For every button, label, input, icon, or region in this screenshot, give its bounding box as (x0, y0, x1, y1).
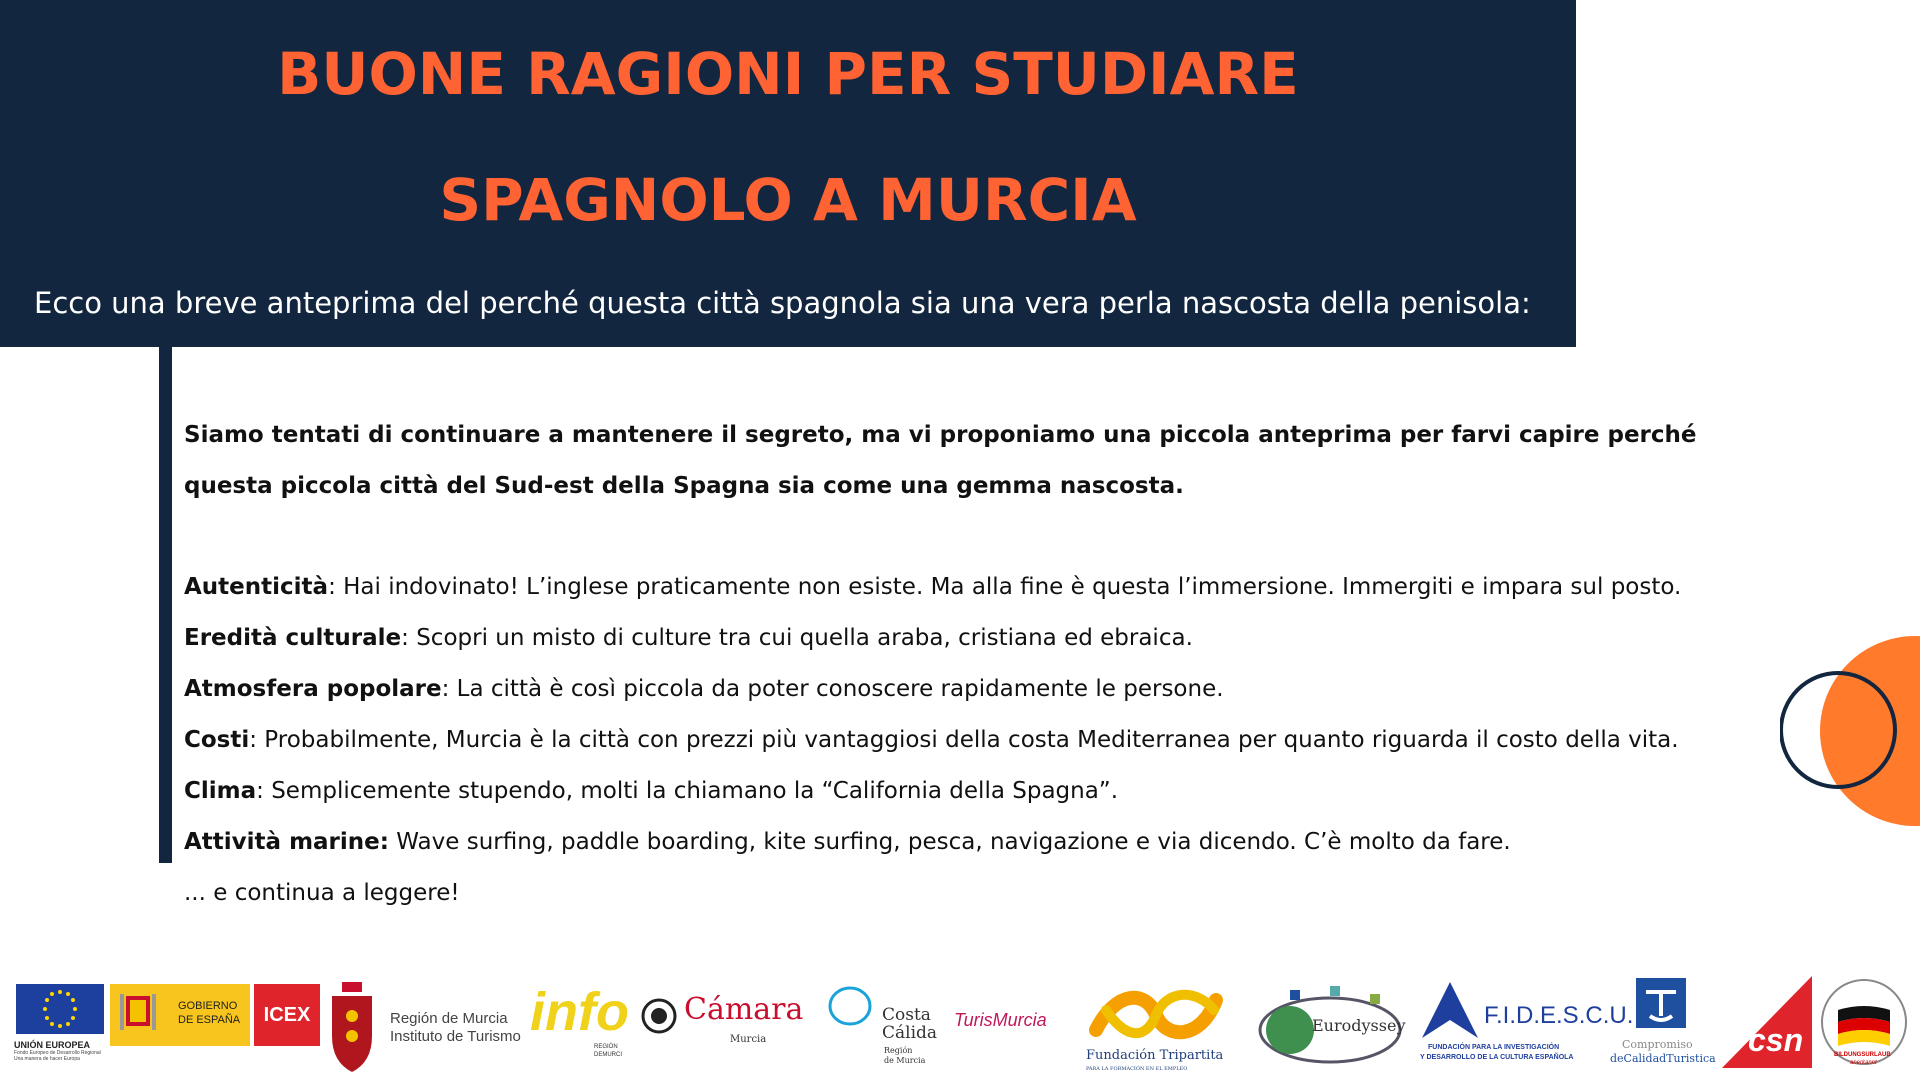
intro-paragraph: Siamo tentati di continuare a mantenere il segreto, ma vi proponiamo una piccola anteprima per farvi capire perché questa piccola città del Sud-est della Spagna sia come una gemma nascosta. (184, 422, 1697, 499)
list-item-atmosfera (184, 664, 1764, 715)
coat-of-arms-icon (118, 990, 158, 1040)
item-label: Attività marine: (184, 829, 389, 855)
item-label: Eredità culturale (184, 625, 402, 651)
icex-logo: ICEX (254, 972, 320, 1080)
subtitle: Ecco una breve anteprima del perché questa città spagnola sia una vera perla nascosta della penisola: (34, 286, 1531, 320)
sun-icon (826, 986, 874, 1026)
read-more-text: ... e continua a leggere! (184, 880, 460, 906)
tripartita-infinity-icon (1086, 980, 1226, 1046)
item-text: : Hai indovinato! L’inglese praticamente non esiste. Ma alla fine è questa l’immersione. Immergiti e impara sul posto. (328, 574, 1682, 600)
murcia-shield-icon (328, 976, 376, 1076)
gobierno-logo: GOBIERNO DE ESPAÑA (110, 972, 250, 1080)
csn-logo: csn (1722, 972, 1814, 1080)
camara-emblem-icon (640, 996, 678, 1036)
info-logo: info REGIÓN DEMURCI (530, 982, 629, 1058)
eu-flag-icon (14, 972, 106, 1034)
fidescu-star-icon (1420, 980, 1480, 1040)
calidad-emblem-icon (1636, 978, 1686, 1028)
list-item-attivita (184, 817, 1764, 868)
page-title-line2: SPAGNOLO A MURCIA (439, 166, 1137, 234)
fidescu-logo: F.I.D.E.S.C.U. FUNDACIÓN PARA LA INVESTIGACIÓN Y DESARROLLO DE LA CULTURA ESPAÑOLA (1418, 972, 1598, 1080)
item-text: : Scopri un misto di culture tra cui quella araba, cristiana ed ebraica. (401, 625, 1193, 651)
turismurcia-logo: TurisMurcia (954, 1010, 1047, 1030)
item-label: Costi (184, 727, 250, 753)
list-item-clima (184, 766, 1764, 817)
item-text: : Semplicemente stupendo, molti la chiamano la “California della Spagna”. (256, 778, 1119, 804)
tripartita-logo: Fundación Tripartita PARA LA FORMACIÓN EN EL EMPLEO (1082, 972, 1232, 1080)
item-label: Clima (184, 778, 257, 804)
header-banner (0, 0, 1576, 347)
list-item-eredita (184, 613, 1764, 664)
decorative-circles (1780, 636, 1920, 826)
calidad-turistica-logo: Compromiso deCalidadTuristica (1610, 972, 1720, 1080)
eu-logo: UNIÓN EUROPEA Fondo Europeo de Desarrollo Regional Una manera de hacer Europa (14, 972, 106, 1080)
item-text: Wave surfing, paddle boarding, kite surfing, pesca, navigazione e via dicendo. C’è molto da fare. (388, 829, 1511, 855)
orange-circle (1820, 636, 1920, 826)
region-murcia-logo: Región de Murcia Instituto de Turismo (328, 972, 528, 1080)
item-label: Autenticità (184, 574, 329, 600)
item-text: : Probabilmente, Murcia è la città con prezzi più vantaggiosi della costa Mediterranea per quanto riguarda il costo della vita. (249, 727, 1679, 753)
main-content (184, 410, 1764, 919)
page-title-line1: BUONE RAGIONI PER STUDIARE (277, 40, 1299, 108)
item-label: Atmosfera popolare (184, 676, 442, 702)
camara-logo: Cámara Murcia (640, 972, 820, 1080)
list-item-autenticita (184, 562, 1764, 613)
eurodyssey-logo: Eurodyssey (1250, 972, 1410, 1080)
item-text: : La città è così piccola da poter conoscere rapidamente le persone. (441, 676, 1224, 702)
costa-calida-logo: Costa Cálida Región de Murcia (826, 972, 946, 1080)
sponsor-logos (0, 972, 1920, 1080)
bildungsurlaub-logo: BILDUNGSURLAUB anerkannt (1816, 972, 1912, 1080)
accent-bar (159, 347, 172, 863)
list-item-costi (184, 715, 1744, 766)
